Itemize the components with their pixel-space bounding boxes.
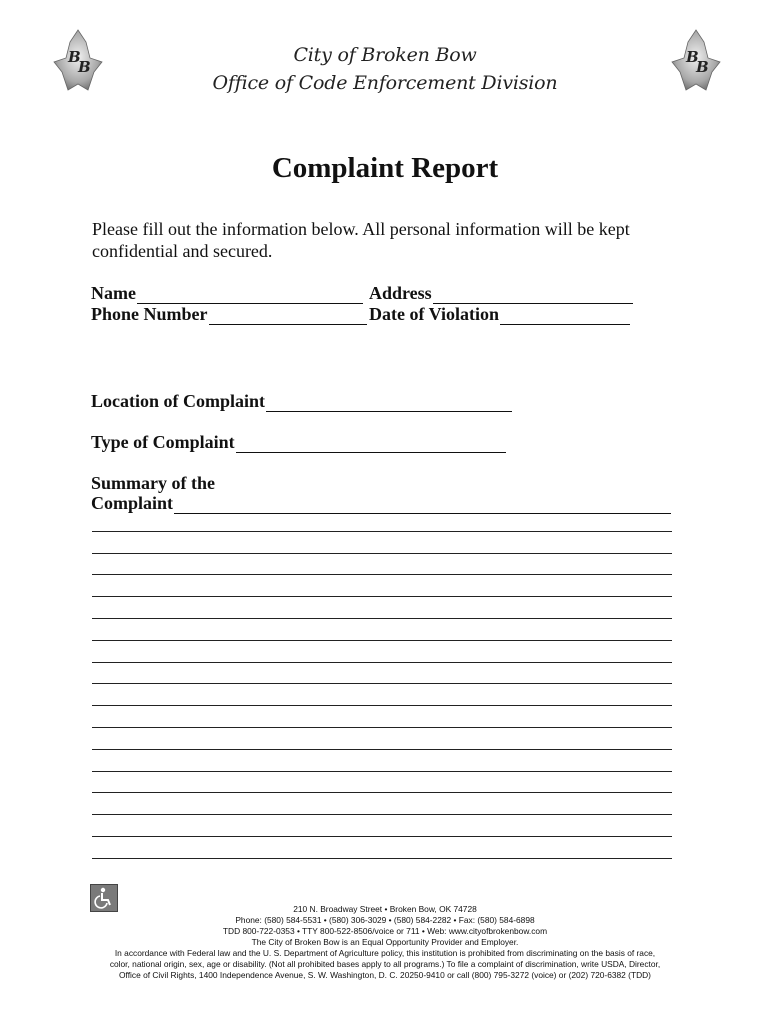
summary-line[interactable] [92,728,672,750]
address-label: Address [369,283,432,303]
footer-tdd: TDD 800-722-0353 • TTY 800-522-8506/voice or 711 • Web: www.cityofbrokenbow.com [222,926,548,936]
summary-label-2: Complaint [91,493,174,513]
type-input-line[interactable] [236,436,506,453]
date-label: Date of Violation [369,304,499,324]
summary-lines[interactable] [92,510,672,859]
address-field [369,283,633,304]
summary-label-1: Summary of the [91,473,215,493]
summary-line[interactable] [92,510,672,532]
summary-line[interactable] [92,815,672,837]
division-header: Office of Code Enforcement Division [212,72,558,94]
svg-text:B: B [68,48,81,66]
summary-line[interactable] [92,684,672,706]
intro-text: Please fill out the information below. All personal information will be kept confidential and secured. [92,219,630,261]
summary-line[interactable] [92,750,672,772]
summary-line[interactable] [92,837,672,859]
summary-line[interactable] [92,772,672,794]
type-label: Type of Complaint [91,432,235,452]
svg-text:B: B [686,48,699,66]
location-label: Location of Complaint [91,391,266,411]
page-title: Complaint Report [271,152,499,184]
summary-label-line1 [91,473,215,494]
summary-line[interactable] [92,641,672,663]
footer-phone: Phone: (580) 584-5531 • (580) 306-3029 • (580) 584-2282 • Fax: (580) 584-6898 [235,915,535,925]
summary-line[interactable] [92,532,672,554]
phone-input-line[interactable] [209,308,367,325]
footer-legal-1: In accordance with Federal law and the U. S. Department of Agriculture policy, this institution is prohibited from discriminating on the basis of race, [114,948,656,958]
footer-legal-3: Office of Civil Rights, 1400 Independence Avenue, S. W. Washington, D. C. 20250-9410 or call (800) 795-3272 (voice) or (202) 720-6382 (TDD) [119,970,651,980]
date-field [369,304,630,325]
name-field [91,283,363,304]
footer-address: 210 N. Broadway Street • Broken Bow, OK 74728 [293,904,477,914]
summary-line[interactable] [92,793,672,815]
summary-line[interactable] [92,619,672,641]
summary-line[interactable] [92,554,672,576]
date-input-line[interactable] [500,308,630,325]
address-input-line[interactable] [433,287,633,304]
type-field [91,432,506,453]
location-field [91,391,512,412]
summary-line[interactable] [92,575,672,597]
summary-line[interactable] [92,706,672,728]
location-input-line[interactable] [266,395,512,412]
name-label: Name [91,283,136,303]
city-name-header: City of Broken Bow [293,44,477,66]
summary-line[interactable] [92,597,672,619]
svg-text:B: B [78,58,91,76]
footer-legal-2: color, national origin, sex, age or disability. (Not all prohibited bases apply to all programs.) To file a complaint of discrimination, write USDA, Director, [109,959,661,969]
svg-text:B: B [696,58,709,76]
phone-label: Phone Number [91,304,208,324]
name-input-line[interactable] [137,287,363,304]
footer-eo: The City of Broken Bow is an Equal Opportunity Provider and Employer. [251,937,519,947]
phone-field [91,304,367,325]
summary-line[interactable] [92,663,672,685]
